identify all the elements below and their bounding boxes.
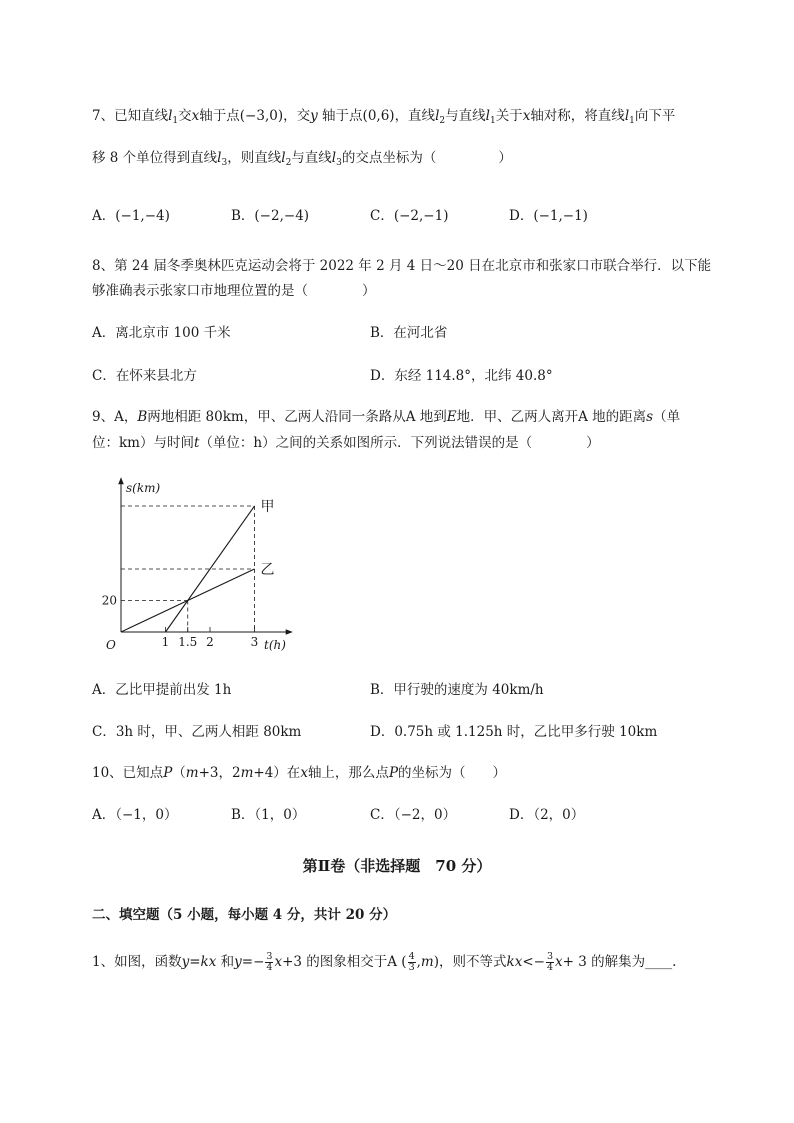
q9-option-b: B．甲行驶的速度为 40km/h (370, 682, 544, 698)
q10-option-a: A．（−1，0） (92, 807, 178, 823)
x-tick-label-4: 3 (250, 635, 259, 649)
q9-option-a: A．乙比甲提前出发 1h (92, 682, 232, 698)
q7-line-1: 7、已知直线$l_1$交x轴于点(−3,0)，交y 轴于点(0,6)，直线$l_2$与直线$l_1$关于x轴对称，将直线$l_1$向下平 (92, 108, 676, 126)
section-title: 第Ⅱ卷（非选择题 70 分） (302, 857, 492, 875)
y-axis-label: s(km) (126, 481, 161, 495)
q8-option-a: A．离北京市 100 千米 (92, 325, 231, 341)
series-label-2: 乙 (260, 562, 275, 578)
q10-option-b: B．（1，0） (231, 807, 306, 823)
section-heading: 二、填空题（5 小题，每小题 4 分，共计 20 分） (92, 907, 397, 923)
q10-option-c: C．（−2，0） (370, 807, 457, 823)
origin-label: O (106, 638, 116, 652)
x-tick-label-1: 1 (161, 635, 170, 649)
q7-option-d: D．(−1,−1) (509, 208, 588, 224)
q8-option-c: C．在怀来县北方 (92, 368, 197, 384)
fraction-three-quarters-2: $\frac{3}{4}$ (546, 951, 553, 973)
q8-line-1: 8、第 24 届冬季奥林匹克运动会将于 2022 年 2 月 4 日～20 日在北京市和张家口市联合举行．以下能 (92, 258, 712, 274)
q9-graph (96, 472, 296, 657)
q10-option-d: D．（2，0） (509, 807, 585, 823)
q7-option-a: A．(−1,−4) (92, 208, 170, 224)
x-tick-label-3: 2 (206, 635, 214, 649)
q8-line-2: 够准确表示张家口市地理位置的是（ ） (92, 283, 376, 299)
q7-option-b: B．(−2,−4) (231, 208, 310, 224)
fraction-three-quarters: $\frac{3}{4}$ (266, 951, 273, 973)
x-tick-label-2: 1.5 (178, 635, 198, 649)
fraction-four-thirds: $\frac{4}{3}$ (408, 951, 415, 973)
x-axis-label: t(h) (264, 638, 286, 652)
q9-line-1: 9、A，B两地相距 80km，甲、乙两人沿同一条路从A 地到E地．甲、乙两人离开A 地的距离s（单 (92, 409, 681, 425)
q7-line-2: 移 8 个单位得到直线$l_3$，则直线$l_2$与直线$l_3$的交点坐标为（ ） (92, 150, 512, 168)
q8-option-d: D．东经 114.8°，北纬 40.8° (370, 368, 553, 384)
q9-line-2: 位：km）与时间t（单位：h）之间的关系如图所示．下列说法错误的是（ ） (92, 435, 600, 451)
q9-option-c: C．3h 时，甲、乙两人相距 80km (92, 724, 302, 740)
series-label-1: 甲 (260, 499, 275, 515)
fill1-line: 1、如图，函数y=kx 和y=− $\frac{3}{4}$ x+3 的图象相交于A ( $\frac{4}{3}$ ,m)，则不等式kx<− $\frac{3}{4}$ x+ 3 的解集为____. (92, 951, 677, 973)
y-tick-label-1: 20 (101, 593, 117, 608)
q8-option-b: B．在河北省 (370, 325, 448, 341)
q10-line: 10、已知点P（m+3，2m+4）在x轴上，那么点P的坐标为（ ） (92, 765, 507, 781)
q7-option-c: C．(−2,−1) (370, 208, 449, 224)
answer-blank[interactable]: ____ (645, 954, 673, 970)
q9-option-d: D．0.75h 或 1.125h 时，乙比甲多行驶 10km (370, 724, 658, 740)
